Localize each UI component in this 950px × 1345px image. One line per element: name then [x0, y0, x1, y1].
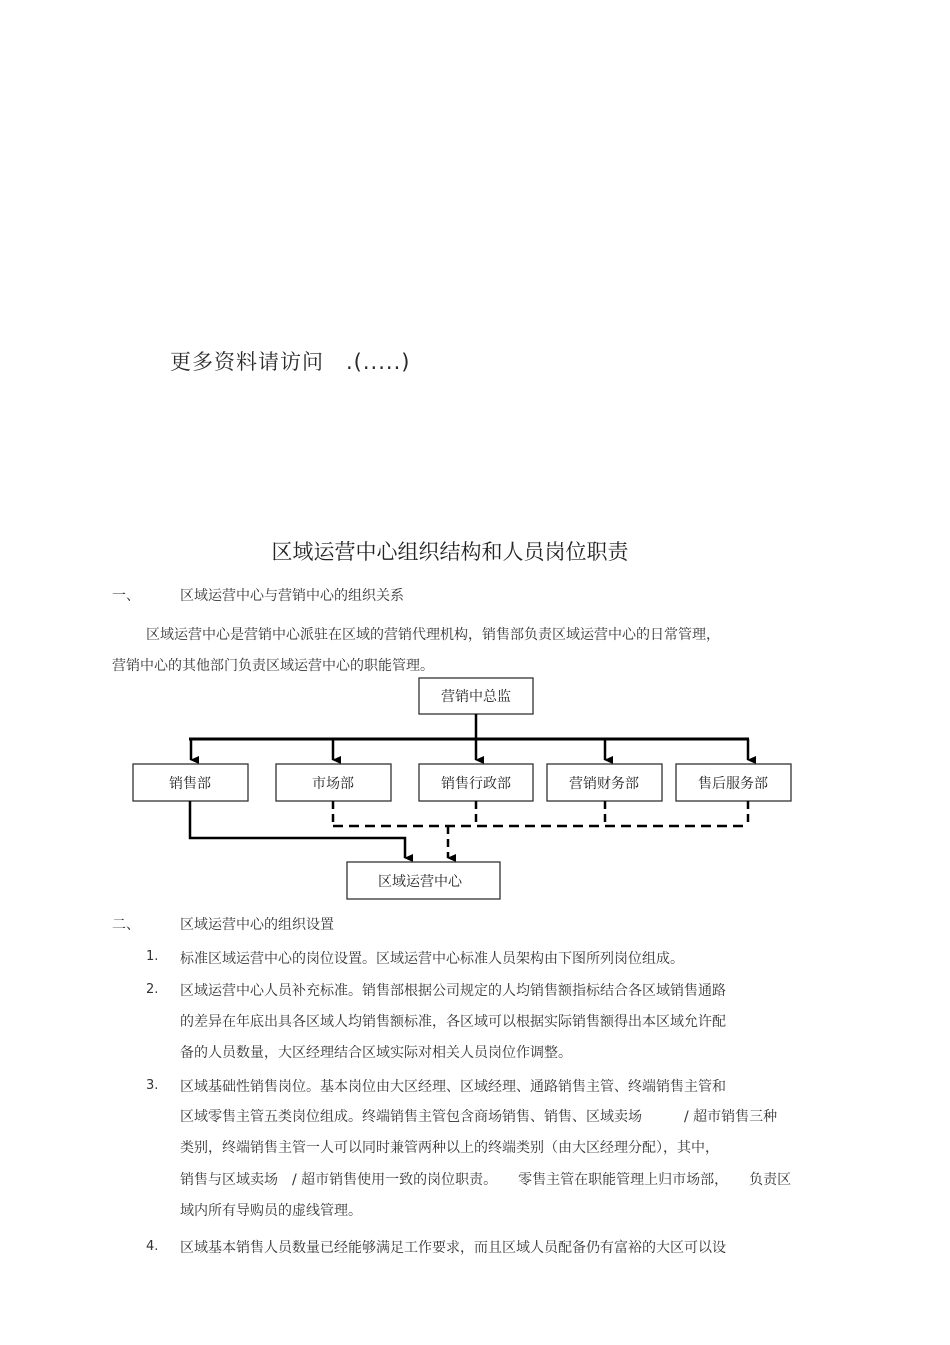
item-2-line-3: 备的人员数量，大区经理结合区域实际对相关人员岗位作调整。 [180, 1045, 572, 1061]
section-2-heading: 区域运营中心的组织设置 [180, 917, 334, 933]
connector-sales-to-regional [190, 801, 405, 858]
section-1-marker: 一、 [112, 588, 140, 604]
item-1-number: 1. [146, 949, 159, 964]
section-1-paragraph-line-2: 营销中心的其他部门负责区域运营中心的职能管理。 [112, 658, 434, 674]
section-1-paragraph-line-1: 区域运营中心是营销中心派驻在区域的营销代理机构，销售部负责区域运营中心的日常管理， [146, 627, 720, 643]
item-3-line-4: 销售与区域卖场 / 超市销售使用一致的岗位职责。 零售主管在职能管理上归市场部， 负责区 [180, 1172, 792, 1188]
item-4-number: 4. [146, 1239, 159, 1254]
item-3-line-3: 类别，终端销售主管一人可以同时兼管两种以上的终端类别（由大区经理分配），其中， [180, 1140, 719, 1156]
org-box-dept-5-label: 售后服务部 [698, 776, 768, 792]
org-box-top-label: 营销中总监 [441, 689, 511, 705]
header-note: 更多资料请访问 .(.....) [170, 350, 411, 374]
item-4-line-1: 区域基本销售人员数量已经能够满足工作要求，而且区域人员配备仍有富裕的大区可以设 [180, 1240, 726, 1256]
org-box-dept-1-label: 销售部 [169, 776, 211, 792]
document-title: 区域运营中心组织结构和人员岗位职责 [271, 540, 629, 564]
item-1-line-1: 标准区域运营中心的岗位设置。区域运营中心标准人员架构由下图所列岗位组成。 [180, 951, 684, 967]
section-1-heading: 区域运营中心与营销中心的组织关系 [180, 588, 404, 604]
item-2-line-2: 的差异在年底出具各区域人均销售额标准，各区域可以根据实际销售额得出本区域允许配 [180, 1014, 726, 1030]
org-box-dept-3-label: 销售行政部 [441, 776, 511, 792]
item-3-line-1: 区域基础性销售岗位。基本岗位由大区经理、区域经理、通路销售主管、终端销售主管和 [180, 1079, 726, 1095]
item-2-number: 2. [146, 982, 159, 997]
org-box-dept-2-label: 市场部 [312, 776, 354, 792]
item-3-line-5: 域内所有导购员的虚线管理。 [180, 1203, 362, 1219]
org-box-bottom-label: 区域运营中心 [378, 874, 462, 890]
item-3-line-2: 区域零售主管五类岗位组成。终端销售主管包含商场销售、销售、区域卖场 / 超市销售三种 [180, 1109, 778, 1125]
item-2-line-1: 区域运营中心人员补充标准。销售部根据公司规定的人均销售额指标结合各区域销售通路 [180, 983, 726, 999]
item-3-number: 3. [146, 1078, 159, 1093]
org-box-dept-4-label: 营销财务部 [569, 776, 639, 792]
section-2-marker: 二、 [112, 917, 140, 933]
